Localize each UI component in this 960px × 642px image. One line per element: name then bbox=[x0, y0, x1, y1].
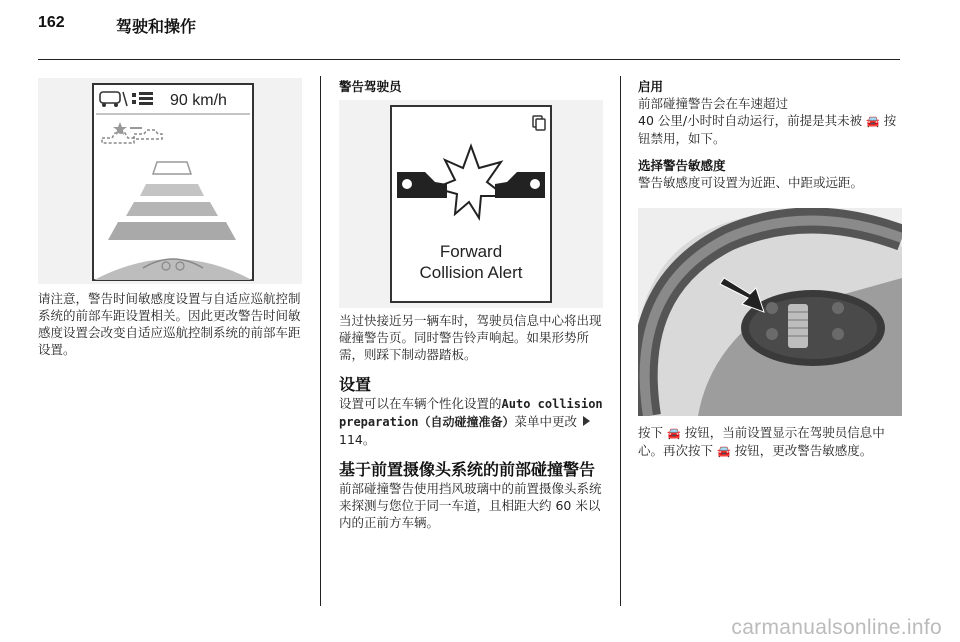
settings-page-ref[interactable]: 114。 bbox=[339, 432, 376, 447]
enable-paragraph bbox=[638, 95, 902, 147]
section-title: 驾驶和操作 bbox=[116, 17, 197, 36]
collision-alert-button-icon: 🚘 bbox=[717, 445, 731, 458]
cluster-display-illustration bbox=[38, 78, 302, 284]
alert-line-1: Forward bbox=[439, 242, 503, 261]
heading-alert-driver: 警告驾驶员 bbox=[339, 79, 402, 94]
page-ref-icon bbox=[583, 416, 590, 426]
press-text-1: 按下 bbox=[638, 425, 664, 440]
alert-line-2: Collision Alert bbox=[419, 263, 523, 282]
column-divider-2 bbox=[620, 76, 621, 606]
heading-settings: 设置 bbox=[339, 375, 372, 394]
press-text-2: 按钮，当前设置显示在驾驶员信息中心。再次按下 bbox=[638, 425, 885, 458]
watermark: carmanualsonline.info bbox=[731, 616, 942, 639]
page-number: 162 bbox=[38, 14, 65, 31]
settings-paragraph bbox=[339, 395, 607, 448]
sensitivity-text: 警告敏感度可设置为近距、中距或远距。 bbox=[638, 175, 864, 190]
collision-alert-button-icon: 🚘 bbox=[866, 115, 880, 128]
collision-alert-figure bbox=[339, 100, 603, 308]
settings-text-2: 菜单中更改 bbox=[514, 414, 577, 429]
heading-sensitivity: 选择警告敏感度 bbox=[638, 158, 726, 173]
speed-readout: 90 km/h bbox=[170, 92, 227, 109]
column-divider-1 bbox=[320, 76, 321, 606]
heading-front-camera: 基于前置摄像头系统的前部碰撞警告 bbox=[339, 460, 596, 479]
alert-text: 当过快接近另一辆车时，驾驶员信息中心将出现碰撞警告页。同时警告铃声响起。如果形势所需，则踩下制动器踏板。 bbox=[339, 313, 602, 362]
camera-text: 前部碰撞警告使用挡风玻璃中的前置摄像头系统来探测与您位于同一车道，且相距大约 60 米以内的正前方车辆。 bbox=[339, 481, 602, 530]
collision-alert-button-icon: 🚘 bbox=[667, 427, 681, 440]
enable-text-3: 按钮禁用，如下。 bbox=[638, 113, 897, 146]
acc-setting-note: 请注意，警告时间敏感度设置与自适应巡航控制系统的前部车距设置相关。因此更改警告时间敏感度设置会改变自适应巡航控制系统的前部车距设置。 bbox=[38, 291, 301, 357]
column-2-top bbox=[339, 78, 607, 95]
column-3-bottom bbox=[638, 424, 904, 460]
enable-text-1: 前部碰撞警告会在车速超过 bbox=[638, 96, 789, 111]
column-1 bbox=[38, 290, 304, 358]
press-text-3: 按钮，更改警告敏感度。 bbox=[734, 443, 873, 458]
press-paragraph bbox=[638, 424, 904, 460]
column-3-top bbox=[638, 78, 902, 191]
header-rule bbox=[38, 59, 900, 60]
heading-enable: 启用 bbox=[638, 79, 664, 94]
settings-text-1: 设置可以在车辆个性化设置的 bbox=[339, 396, 502, 411]
cluster-display-figure bbox=[38, 78, 302, 284]
column-2-body bbox=[339, 312, 607, 531]
steering-wheel-figure bbox=[638, 208, 902, 416]
settings-menu-name: Auto collision preparation（自动碰撞准备） bbox=[339, 397, 603, 429]
enable-text-2: 40 公里/小时时自动运行，前提是其未被 bbox=[638, 113, 863, 128]
thumbwheel bbox=[788, 304, 808, 348]
